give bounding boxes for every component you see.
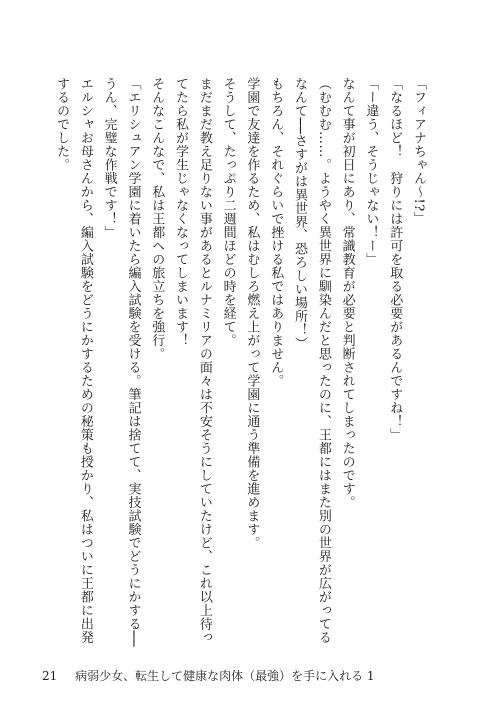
text-line: まだまだ教え足りない事があるとルナミリアの面々は不安そうにしていたけど、これ以上待ってたら私が学生じゃなくなってしまいます！ (173, 77, 212, 644)
text-line: なんて事が初日にあり、常識教育が必要と判断されてしまったのです。 (339, 77, 355, 509)
text-line: 「なるほど！ 狩りには許可を取る必要があるんですね！」 (387, 77, 403, 442)
page-number: 21 (42, 669, 58, 683)
text-line: もちろん、それぐらいで挫ける私ではありません。 (268, 77, 284, 388)
running-title: 病弱少女、転生して健康な肉体（最強）を手に入れる 1 (75, 669, 375, 683)
vertical-text-body (54, 77, 430, 657)
text-line: 「エリシュアン学園に着いたら編入試験を受ける。筆記は捨てて、実技試験でどうにかする──うん、完璧な作戦です！」 (101, 77, 141, 648)
text-line: そんなこんなで、私は王都への旅立ちを強行。 (149, 77, 165, 361)
text-line: 「ー違う、そうじゃない！ー」 (363, 77, 379, 266)
page-footer (42, 667, 375, 684)
text-line: そうして、たっぷり二週間ほどの時を経て。 (220, 77, 236, 347)
text-line: （むむむ……。ようやく異世界に馴染んだと思ったのに、王都にはまた別の世界が広がってるなんて──さすがは異世界、恐ろしい場所！） (292, 77, 331, 644)
text-line: エルシャお母さんから、編入試験をどうにかするための秘策も授かり、私はついに王都に出発するのでした。 (54, 77, 93, 644)
text-line: 学園で友達を作るため、私はむしろ燃え上がって学園に通う準備を進めます。 (244, 77, 260, 550)
text-line: 「フィアナちゃん～!?」 (411, 77, 426, 226)
